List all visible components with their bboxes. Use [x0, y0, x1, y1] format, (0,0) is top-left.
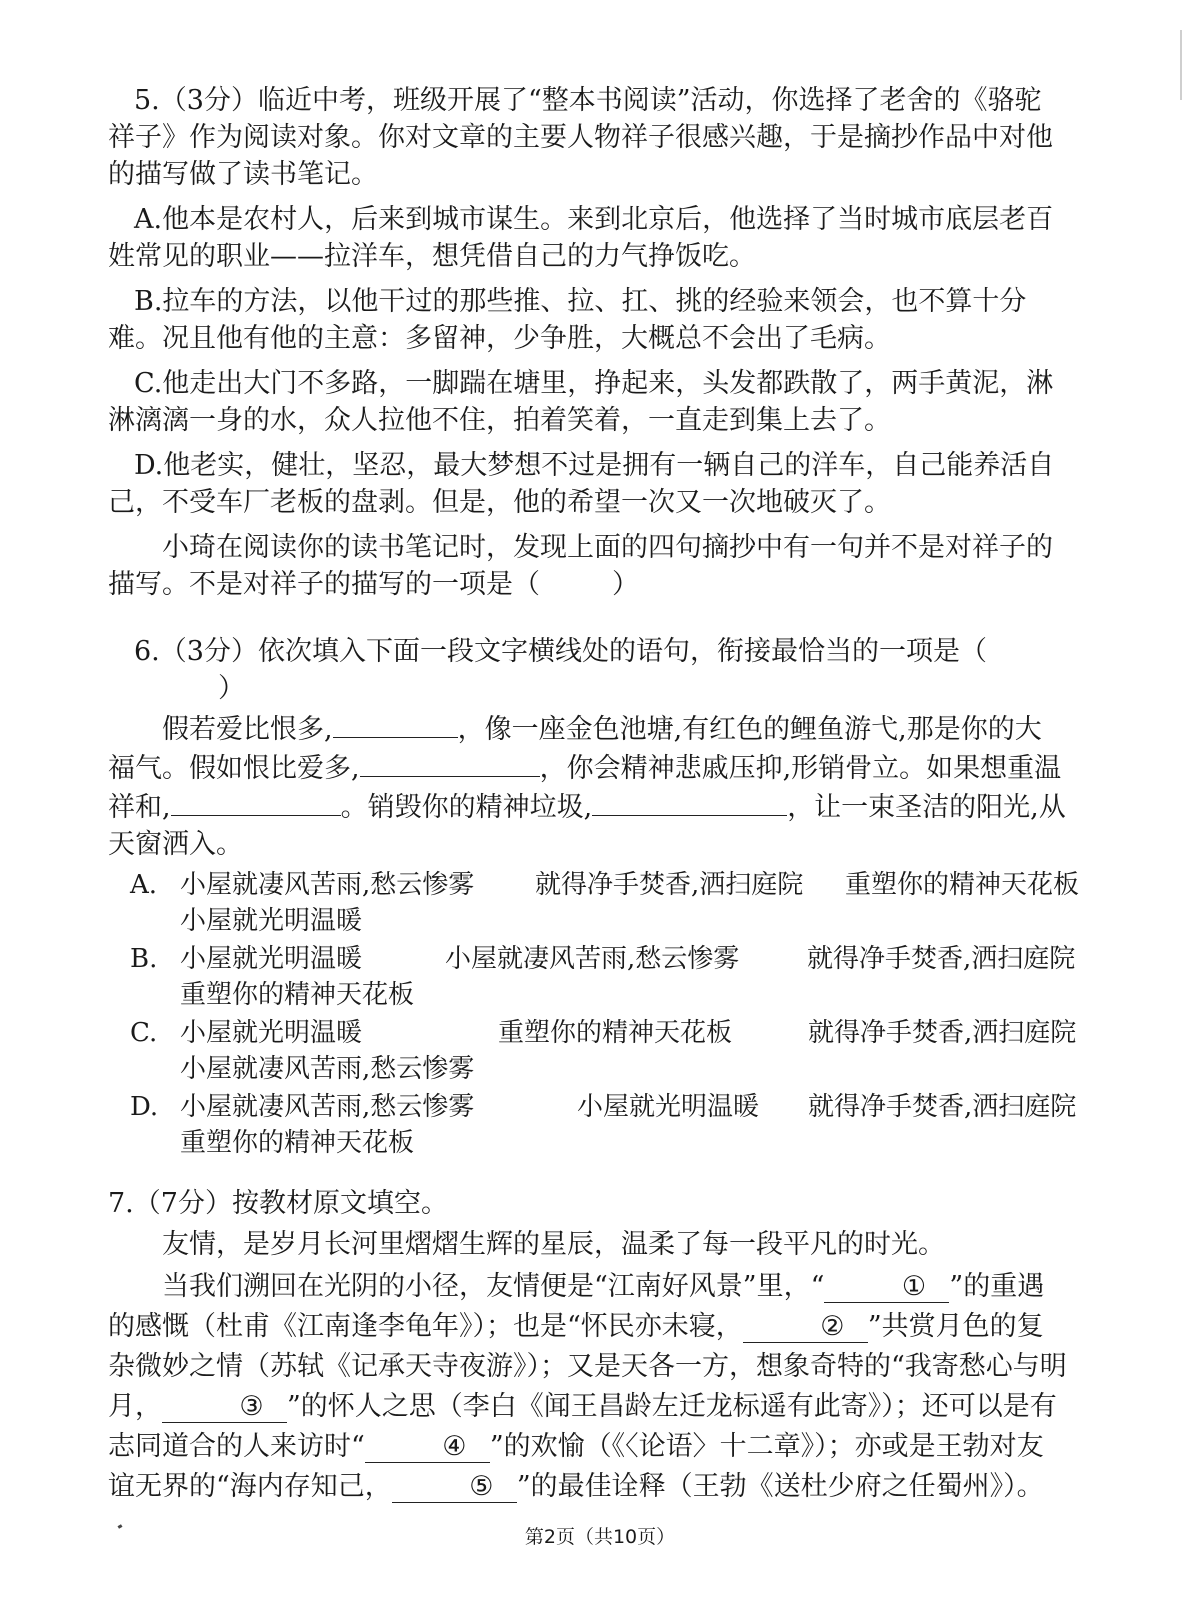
option-cell: 小屋就凄风苦雨,愁云惨雾 [445, 944, 740, 974]
option-cell: 重塑你的精神天花板 [845, 870, 1080, 900]
q7-passage-part-4: ”的怀人之思（李白《闻王昌龄左迁龙标遥有此寄》）；还可以是有志同道合的人来访时“ [108, 1391, 1057, 1462]
q7-blank-4[interactable]: ④ [365, 1432, 490, 1463]
question-5 [108, 82, 1068, 603]
option-cell: 小屋就光明温暖 [180, 944, 363, 974]
option-cell: 重塑你的精神天花板 [498, 1018, 733, 1048]
option-continuation: 小屋就凄风苦雨,愁云惨雾 [180, 1054, 475, 1084]
option-cell: 小屋就光明温暖 [180, 1018, 363, 1048]
q6-option-b [108, 941, 1076, 1013]
q6-passage-part-3: ，你会精神悲戚压抑,形销骨立。如果想重温祥和, [108, 753, 1062, 823]
option-letter: A. [130, 870, 158, 900]
page-content [108, 82, 1080, 1507]
option-cell: 小屋就凄风苦雨,愁云惨雾 [180, 1092, 475, 1122]
q6-blank-3[interactable] [171, 787, 341, 816]
q7-passage-part-5: ”的欢愉（《〈论语〉十二章》）；亦或是王勃对友谊无界的“海内存知己， [108, 1431, 1044, 1502]
q5-question-close: ） [612, 569, 639, 600]
q5-option-c: C.他走出大门不多路，一脚踹在塘里，挣起来，头发都跌散了，两手黄泥，淋淋漓漓一身的水，众人拉他不住，拍着笑着，一直走到集上去了。 [108, 368, 1054, 436]
q6-option-a [108, 867, 1080, 939]
q7-passage-part-2: ”的重遇的感慨（杜甫《江南逢李龟年》）；也是“怀民亦未寝， [108, 1271, 1045, 1342]
option-cell: 小屋就光明温暖 [577, 1092, 760, 1122]
q5-question [108, 529, 1068, 603]
option-letter: D. [130, 1092, 159, 1122]
q6-stem-text: 6.（3分）依次填入下面一段文字横线处的语句，衔接最恰当的一项是（ [134, 636, 987, 667]
q6-passage [108, 709, 1068, 863]
q6-blank-1[interactable] [333, 709, 458, 738]
q6-blank-2[interactable] [360, 748, 540, 777]
q7-blank-5[interactable]: ⑤ [392, 1472, 517, 1503]
q6-blank-4[interactable] [592, 787, 787, 816]
q6-passage-part-1: 假若爱比恨多, [162, 714, 333, 745]
q7-blank-2[interactable]: ② [743, 1312, 868, 1343]
q5-option-a: A.他本是农村人，后来到城市谋生。来到北京后，他选择了当时城市底层老百姓常见的职业——拉洋车，想凭借自己的力气挣饭吃。 [108, 204, 1054, 272]
q5-option-d: D.他老实，健壮，坚忍，最大梦想不过是拥有一辆自己的洋车，自己能养活自己，不受车厂老板的盘剥。但是，他的希望一次又一次地破灭了。 [108, 450, 1055, 518]
option-continuation: 重塑你的精神天花板 [180, 1128, 415, 1158]
option-continuation: 小屋就光明温暖 [180, 906, 363, 936]
q7-passage [108, 1267, 1068, 1507]
option-cell: 小屋就凄风苦雨,愁云惨雾 [180, 870, 475, 900]
q6-passage-part-2: ，像一座金色池塘,有红色的鲤鱼游弋,那是你的大福气。假如恨比爱多, [108, 714, 1042, 784]
q7-passage-part-6: ”的最佳诠释（王勃《送杜少府之任蜀州》）。 [516, 1471, 1044, 1502]
q7-stem: 7.（7分）按教材原文填空。 [108, 1188, 448, 1219]
q6-option-d [108, 1089, 1077, 1161]
q6-option-c [108, 1015, 1077, 1087]
q7-intro: 友情，是岁月长河里熠熠生辉的星辰，温柔了每一段平凡的时光。 [162, 1229, 945, 1260]
q6-passage-part-4: 。销毁你的精神垃圾, [340, 792, 593, 823]
option-cell: 就得净手焚香,洒扫庭院 [535, 870, 804, 900]
q5-question-text: 小琦在阅读你的读书笔记时，发现上面的四句摘抄中有一句并不是对祥子的描写。不是对祥子的描写的一项是（ [108, 532, 1053, 600]
q7-blank-3[interactable]: ③ [162, 1392, 287, 1423]
scan-edge-mark [1180, 30, 1182, 100]
q7-passage-part-1: 当我们溯回在光阴的小径，友情便是“江南好风景”里，“ [162, 1271, 825, 1302]
option-cell: 就得净手焚香,洒扫庭院 [807, 944, 1076, 974]
q6-passage-part-5: ，让一束圣洁的阳光,从天窗洒入。 [108, 792, 1066, 860]
q5-stem: 5.（3分）临近中考，班级开展了“整本书阅读”活动，你选择了老舍的《骆驼祥子》作为阅读对象。你对文章的主要人物祥子很感兴趣，于是摘抄作品中对他的描写做了读书笔记。 [108, 85, 1053, 190]
option-cell: 就得净手焚香,洒扫庭院 [808, 1018, 1077, 1048]
q7-passage-part-3: ”共赏月色的复杂微妙之情（苏轼《记承天寺夜游》）；又是天各一方，想象奇特的“我寄愁心与明月， [108, 1311, 1067, 1422]
question-6 [108, 633, 1080, 1161]
q6-stem-close: ） [218, 673, 245, 704]
option-continuation: 重塑你的精神天花板 [180, 980, 415, 1010]
q7-blank-1[interactable]: ① [824, 1272, 949, 1303]
q6-stem [108, 633, 1068, 707]
option-cell: 就得净手焚香,洒扫庭院 [808, 1092, 1077, 1122]
page-footer: 第2页（共10页） [524, 1526, 676, 1548]
question-7 [108, 1185, 1068, 1507]
q5-option-b: B.拉车的方法，以他干过的那些推、拉、扛、挑的经验来领会，也不算十分难。况且他有他的主意：多留神，少争胜，大概总不会出了毛病。 [108, 286, 1027, 354]
option-letter: B. [130, 944, 158, 974]
option-letter: C. [130, 1018, 158, 1048]
